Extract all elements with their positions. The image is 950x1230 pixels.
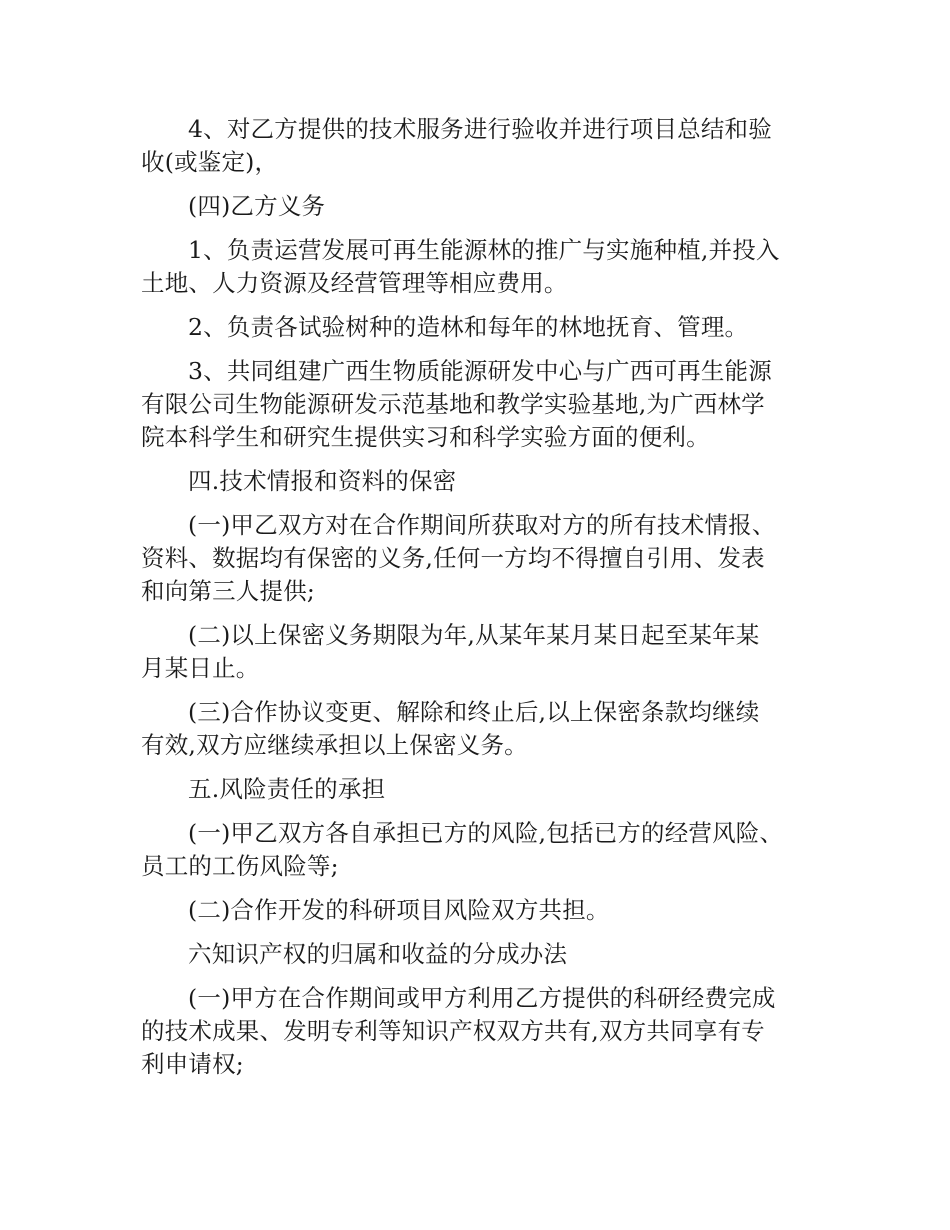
paragraph-line: 资料、数据均有保密的义务,任何一方均不得擅自引用、发表 — [141, 544, 765, 572]
paragraph-line: 月某日止。 — [141, 654, 260, 682]
paragraph-line: 2、负责各试验树种的造林和每年的林地抚育、管理。 — [188, 313, 749, 341]
paragraph-confidentiality-2 — [141, 619, 811, 685]
paragraph-ip-1 — [141, 982, 811, 1081]
paragraph-line: 有效,双方应继续承担以上保密义务。 — [141, 731, 528, 759]
section-heading-confidentiality — [141, 465, 811, 498]
paragraph-obligation-3 — [141, 355, 811, 454]
paragraph-line: 3、共同组建广西生物质能源研发中心与广西可再生能源 — [188, 357, 772, 385]
paragraph-acceptance-clause — [141, 113, 811, 179]
paragraph-line: (一)甲乙双方各自承担已方的风险,包括已方的经营风险、 — [188, 819, 784, 847]
paragraph-line: (一)甲乙双方对在合作期间所获取对方的所有技术情报、 — [188, 511, 776, 539]
paragraph-line: 院本科学生和研究生提供实习和科学实验方面的便利。 — [141, 423, 710, 451]
paragraph-confidentiality-3 — [141, 696, 811, 762]
paragraph-line: (三)合作协议变更、解除和终止后,以上保密条款均继续 — [188, 698, 760, 726]
document-body — [141, 113, 811, 1092]
section-heading-risk — [141, 773, 811, 806]
paragraph-line: 和向第三人提供; — [141, 577, 316, 605]
paragraph-obligation-1 — [141, 234, 811, 300]
paragraph-line: 利申请权; — [141, 1050, 244, 1078]
paragraph-line: 1、负责运营发展可再生能源林的推广与实施种植,并投入 — [188, 236, 780, 264]
paragraph-line: 4、对乙方提供的技术服务进行验收并进行项目总结和验 — [188, 115, 772, 143]
paragraph-line: 四.技术情报和资料的保密 — [188, 467, 457, 495]
paragraph-line: 五.风险责任的承担 — [188, 775, 386, 803]
paragraph-obligation-2 — [141, 311, 811, 344]
paragraph-line: (四)乙方义务 — [188, 192, 326, 220]
paragraph-risk-1 — [141, 817, 811, 883]
paragraph-line: 土地、人力资源及经营管理等相应费用。 — [141, 269, 568, 297]
paragraph-line: (一)甲方在合作期间或甲方利用乙方提供的科研经费完成 — [188, 984, 776, 1012]
paragraph-confidentiality-1 — [141, 509, 811, 608]
paragraph-line: 收(或鉴定)， — [141, 148, 279, 176]
paragraph-line: (二)以上保密义务期限为年,从某年某月某日起至某年某 — [188, 621, 760, 649]
section-heading-ip-ownership — [141, 938, 811, 971]
paragraph-risk-2 — [141, 894, 811, 927]
paragraph-line: 的技术成果、发明专利等知识产权双方共有,双方共同享有专 — [141, 1017, 765, 1045]
paragraph-line: 六知识产权的归属和收益的分成办法 — [188, 940, 568, 968]
paragraph-line: 有限公司生物能源研发示范基地和教学实验基地,为广西林学 — [141, 390, 765, 418]
paragraph-line: (二)合作开发的科研项目风险双方共担。 — [188, 896, 610, 924]
section-heading-party-b-obligations — [141, 190, 811, 223]
paragraph-line: 员工的工伤风险等; — [141, 852, 339, 880]
